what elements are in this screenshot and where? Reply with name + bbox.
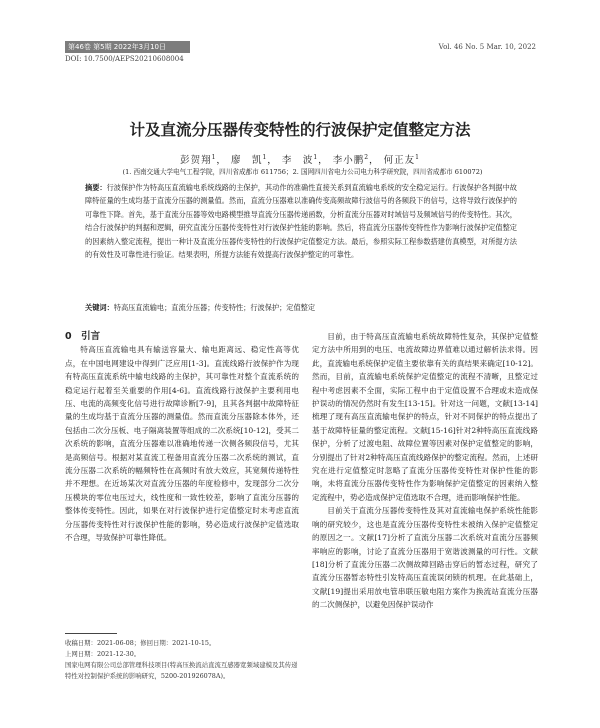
author: 彭贺翔$^1$ xyxy=(180,153,217,166)
author: 李 波$^1$ xyxy=(281,153,319,166)
abstract-label: 摘要： xyxy=(85,183,107,192)
doi: DOI: 10.7500/AEPS20210608004 xyxy=(65,55,184,63)
right-column xyxy=(312,330,538,612)
paper-title: 计及直流分压器传变特性的行波保护定值整定方法 xyxy=(129,121,471,139)
footnote-online: 上网日期：2021-12-30。 xyxy=(65,650,141,658)
affiliation: (1. 西南交通大学电气工程学院，四川省成都市 611756；2. 国网四川省电力公司电力科学研究院，四川省成都市 610072) xyxy=(122,168,483,176)
paragraph: 特高压直流输电具有输送容量大、输电距离远、稳定性高等优点，在中国电网建设中得到广泛应用[1-3]。直流线路行波保护作为现有特高压直流系统中输电线路的主保护，其可靠性对整个直流系统的稳定运行起着至关重要的作用[4-6]。直流线路行波保护主要利用电压、电流的高频变化信号进行故障诊断[7-9]，且其各判据中故障特征量的生成均基于直流分压器的测量值。然而直流分压器除本体外，还包括由二次分压板、电子隔离装置等组成的二次系统[10-12]，受其二次系统的影响，直流分压器难以准确地传递一次侧各频段信号，尤其是高频信号。根据对某直流工程备用直流分压器二次系统的测试，直流分压器二次系统的幅频特性在高频时有放大效应，其宽频传递特性并不理想。在近场某次对直流分压器的年度检修中，发现部分二次分压模块的零位电压过大，线性度和一致性较差，影响了直流分压器的整体传变特性。因此，如果在对行波保护进行定值整定时未考虑直流分压器传变特性对行波保护性能的影响，势必造成行波保护定值选取不合理，导致保护可靠性降低。 xyxy=(65,345,299,543)
author-list: 彭贺翔$^1$， 廖 凯$^1$， 李 波$^1$， 李小鹏$^2$， 何正友$^1$ xyxy=(180,153,420,166)
abstract xyxy=(85,181,517,261)
paragraph: 目前，由于特高压直流输电系统故障特性复杂，其保护定值整定方法中所用到的电压、电流故障边界值难以通过解析法求得。因此，直流输电系统保护定值主要依靠有关的真结果来确定[10-12]。然而，目前，直流输电系统保护定值整定的流程不清晰，且整定过程中考虑因素不全面，实际工程中由于定值设置不合理或未造成保护误动的情况仍然时有发生[13-15]。针对这一问题，文献[13-14]梳理了现有高压直流输电保护的特点，针对不同保护的特点提出了基于故障特征量的整定流程。文献[15-16]针对2种特高压直流线路保护，分析了过渡电阻、故障位置等因素对保护定值整定的影响，分别提出了针对2种特高压直流线路保护的整定流程。然而，上述研究在进行定值整定时忽略了直流分压器传变特性对保护性能的影响，未将直流分压器传变特性作为影响保护定值整定的因素纳入整定流程中，势必造成保护定值选取不合理，进而影响保护性能。 xyxy=(312,332,538,502)
journal-issue-en: Vol. 46 No. 5 Mar. 10, 2022 xyxy=(438,43,536,51)
footnote-funding: 国家电网有限公司总部管理科技项目(特高压换流站直流互感器宽频域建模及其传递特性对控制保护系统的影响研究，5200-201926078A)。 xyxy=(65,661,298,680)
journal-issue-banner: 第46卷 第5期 2022年3月10日 xyxy=(65,41,190,53)
paragraph: 目前关于直流分压器传变特性及其对直流输电保护系统性能影响的研究较少，这也是直流分压器传变特性未被纳入保护定值整定的原因之一。文献[17]分析了直流分压器二次系统对直流分压器频率响应的影响，讨论了直流分压器用于宽谐波测量的可行性。文献[18]分析了直流分压器二次侧故障回路击穿后的暂态过程，研究了直流分压器暂态特性引发特高压直流误闭锁的机理。在此基础上，文献[19]提出采用放电管串联压敏电阻方案作为换流站直流分压器的二次侧保护，以避免因保护误动作 xyxy=(312,506,538,610)
footnote-received: 收稿日期：2021-06-08；修回日期：2021-10-15。 xyxy=(65,639,216,647)
footnotes xyxy=(65,638,299,682)
keywords-text: 特高压直流输电；直流分压器；传变特性；行波保护；定值整定 xyxy=(113,303,316,312)
section-heading: 0 引言 xyxy=(65,331,101,342)
left-column xyxy=(65,330,299,545)
author: 何正友$^1$ xyxy=(383,153,420,166)
author: 廖 凯$^1$ xyxy=(230,153,268,166)
author: 李小鹏$^2$ xyxy=(332,153,370,166)
keywords-label: 关键词： xyxy=(85,303,114,312)
footnote-divider xyxy=(65,633,117,634)
keywords xyxy=(85,302,517,314)
abstract-text: 行波保护作为特高压直流输电系统线路的主保护，其动作的准确性直接关系到直流输电系统的安全稳定运行。行波保护各判据中故障特征量的生成均基于直流分压器的测量值。然而，直流分压器难以准确传变高频故障行波信号的各频段下的信号，这将导致行波保护的可靠性下降。首先，基于直流分压器等效电路模型推导直流分压器传递函数，分析直流分压器对时域信号及频域信号的传变特性。其次，结合行波保护的判据和逻辑，研究直流分压器传变特性对行波保护性能的影响。然后，将直流分压器传变特性作为影响行波保护定值整定的因素纳入整定流程，提出一种计及直流分压器传变特性的行波保护定值整定方法。最后，参照实际工程参数搭建仿真模型，对所提方法的有效性及可靠性进行验证。结果表明，所提方法能有效提高行波保护整定的可靠性。 xyxy=(85,183,517,260)
